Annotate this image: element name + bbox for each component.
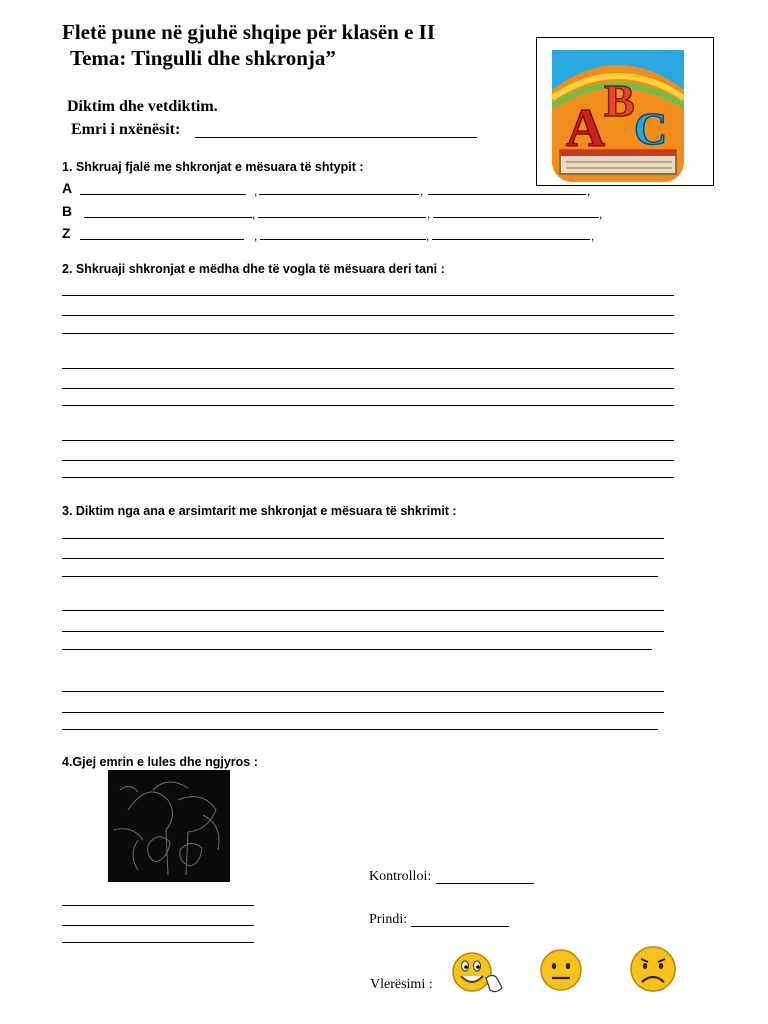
parent-line[interactable] xyxy=(411,926,509,927)
answer-line[interactable] xyxy=(84,217,252,218)
writing-line[interactable] xyxy=(62,440,674,441)
row-letter-b: B xyxy=(62,203,73,219)
answer-line[interactable] xyxy=(428,194,586,195)
section4-heading: 4.Gjej emrin e lules dhe ngjyros : xyxy=(62,755,258,769)
svg-text:B: B xyxy=(604,75,635,126)
answer-line[interactable] xyxy=(432,239,590,240)
comma: , xyxy=(587,184,591,198)
writing-line[interactable] xyxy=(62,691,664,692)
sad-face-icon[interactable] xyxy=(626,944,680,994)
answer-line[interactable] xyxy=(62,905,254,906)
section1-heading: 1. Shkruaj fjalë me shkronjat e mësuara të shtypit : xyxy=(62,160,364,174)
answer-line[interactable] xyxy=(80,239,244,240)
happy-face-icon[interactable] xyxy=(450,950,506,996)
writing-line[interactable] xyxy=(62,460,674,461)
comma: , xyxy=(254,184,258,198)
student-name-line[interactable] xyxy=(195,137,477,138)
writing-line[interactable] xyxy=(62,538,664,539)
worksheet-title: Fletë pune në gjuhë shqipe për klasën e II xyxy=(62,20,435,44)
writing-line[interactable] xyxy=(62,295,674,296)
comma: , xyxy=(427,207,431,221)
writing-line[interactable] xyxy=(62,729,658,730)
answer-line[interactable] xyxy=(258,217,426,218)
checked-by-label: Kontrolloi: xyxy=(369,869,432,884)
svg-text:C: C xyxy=(634,103,668,154)
svg-text:A: A xyxy=(566,98,605,158)
parent-label: Prindi: xyxy=(369,912,408,927)
answer-line[interactable] xyxy=(259,194,419,195)
writing-line[interactable] xyxy=(62,576,658,577)
answer-line[interactable] xyxy=(260,239,426,240)
writing-line[interactable] xyxy=(62,368,674,369)
comma: , xyxy=(591,229,595,243)
dictation-label: Diktim dhe vetdiktim. xyxy=(67,98,218,115)
writing-line[interactable] xyxy=(62,333,674,334)
flower-image xyxy=(108,770,230,882)
answer-line[interactable] xyxy=(62,942,254,943)
comma: , xyxy=(426,229,430,243)
section2-heading: 2. Shkruaji shkronjat e mëdha dhe të vogla të mësuara deri tani : xyxy=(62,262,445,276)
writing-line[interactable] xyxy=(62,388,674,389)
student-name-label: Emri i nxënësit: xyxy=(71,121,181,138)
section3-heading: 3. Diktim nga ana e arsimtarit me shkronjat e mësuara të shkrimit : xyxy=(62,504,457,518)
comma: , xyxy=(254,229,258,243)
comma: , xyxy=(599,207,603,221)
row-letter-z: Z xyxy=(62,225,71,241)
answer-line[interactable] xyxy=(433,217,599,218)
row-letter-a: A xyxy=(62,180,73,196)
writing-line[interactable] xyxy=(62,610,664,611)
writing-line[interactable] xyxy=(62,558,664,559)
checked-by-line[interactable] xyxy=(436,883,534,884)
abc-book-icon xyxy=(552,50,684,182)
answer-line[interactable] xyxy=(62,925,254,926)
writing-line[interactable] xyxy=(62,649,652,650)
writing-line[interactable] xyxy=(62,315,674,316)
neutral-face-icon[interactable] xyxy=(538,948,584,992)
worksheet-theme: Tema: Tingulli dhe shkronja” xyxy=(70,46,336,70)
answer-line[interactable] xyxy=(80,194,246,195)
writing-line[interactable] xyxy=(62,405,674,406)
writing-line[interactable] xyxy=(62,631,664,632)
comma: , xyxy=(252,207,256,221)
writing-line[interactable] xyxy=(62,477,674,478)
rating-label: Vlerësimi : xyxy=(370,977,433,992)
comma: , xyxy=(420,184,424,198)
writing-line[interactable] xyxy=(62,712,664,713)
